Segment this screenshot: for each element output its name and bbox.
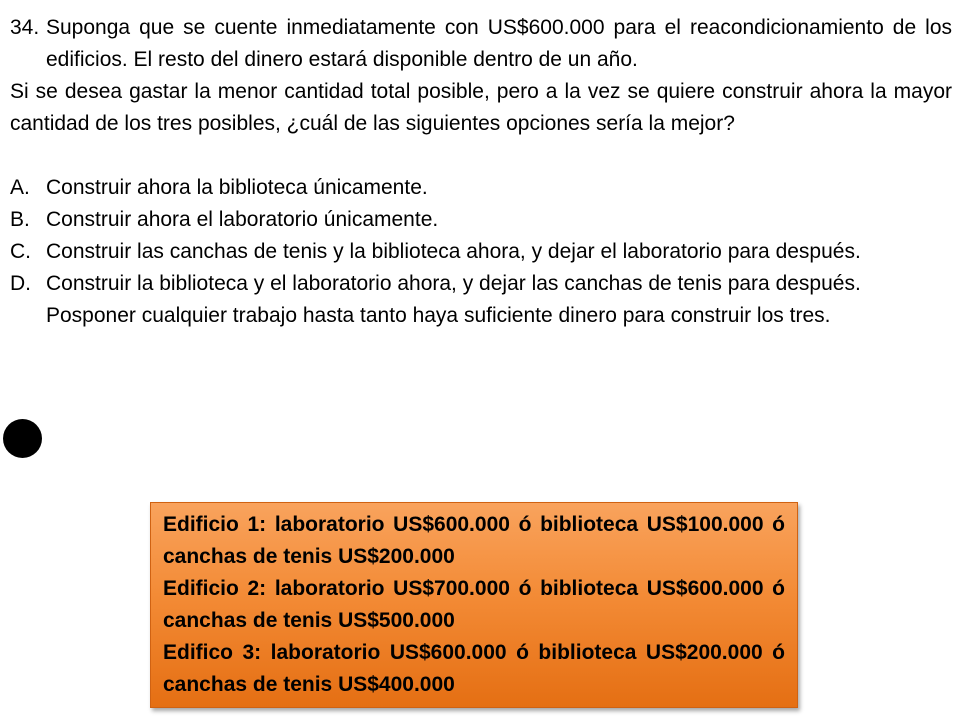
building-3-costs: Edifico 3: laboratorio US$600.000 ó biblioteca US$200.000 ó canchas de tenis US$400.000	[163, 641, 785, 696]
question-statement: Suponga que se cuente inmediatamente con US$600.000 para el reacondicionamiento de los edificios. El resto del dinero estará disponible dentro de un año.	[46, 16, 952, 71]
building-2-costs: Edificio 2: laboratorio US$700.000 ó biblioteca US$600.000 ó canchas de tenis US$500.000	[163, 577, 785, 632]
question-number: 34.	[10, 16, 40, 39]
selection-dot-icon	[3, 419, 42, 458]
option-b	[10, 204, 952, 236]
option-text: Posponer cualquier trabajo hasta tanto haya suficiente dinero para construir los tres.	[46, 304, 831, 327]
option-text: Construir ahora la biblioteca únicamente.	[46, 176, 428, 199]
option-letter: C.	[10, 240, 31, 263]
option-a	[10, 172, 952, 204]
option-letter: B.	[10, 208, 30, 231]
option-c	[10, 236, 952, 268]
option-e	[10, 300, 952, 332]
question-text-block	[10, 12, 952, 332]
question-prompt: Si se desea gastar la menor cantidad total posible, pero a la vez se quiere construir ahora la mayor cantidad de los tres posibles, ¿cuál de las siguientes opciones sería la mejor?	[10, 80, 952, 135]
option-text: Construir las canchas de tenis y la biblioteca ahora, y dejar el laboratorio para después.	[46, 240, 861, 263]
option-letter	[10, 300, 46, 332]
spacer	[10, 140, 952, 172]
option-d	[10, 268, 952, 300]
option-letter: A.	[10, 176, 30, 199]
option-text: Construir la biblioteca y el laboratorio ahora, y dejar las canchas de tenis para después.	[46, 272, 861, 295]
building-1-costs: Edificio 1: laboratorio US$600.000 ó biblioteca US$100.000 ó canchas de tenis US$200.000	[163, 513, 785, 568]
option-letter: D.	[10, 272, 31, 295]
question-item	[10, 12, 952, 76]
buildings-cost-box	[150, 502, 798, 708]
option-text: Construir ahora el laboratorio únicamente.	[46, 208, 439, 231]
